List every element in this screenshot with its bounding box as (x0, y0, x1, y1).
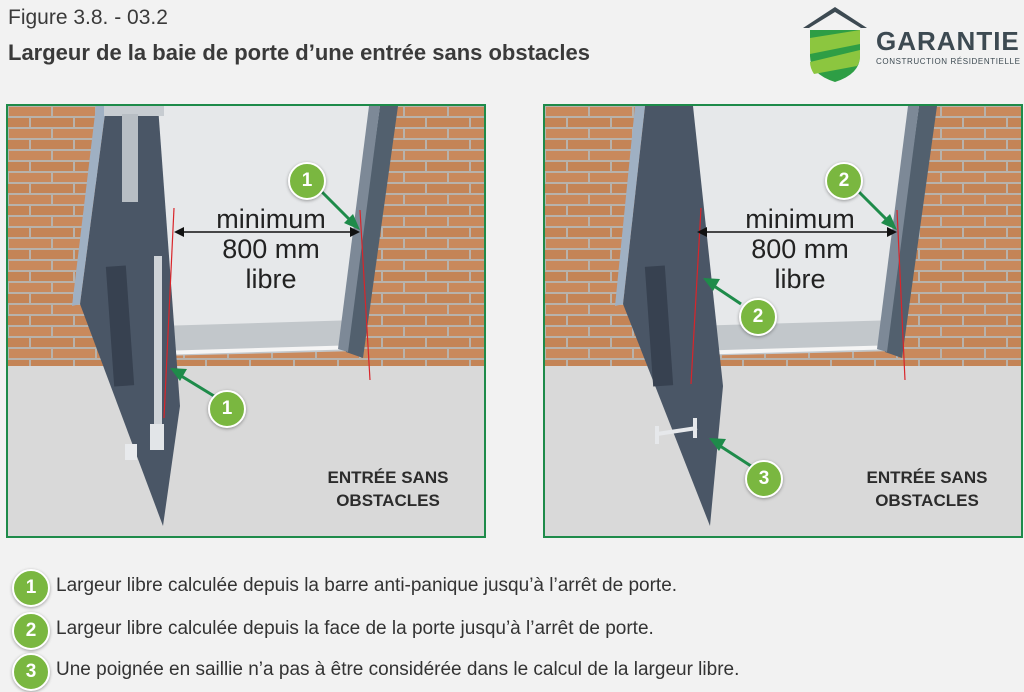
logo-subtitle: CONSTRUCTION RÉSIDENTIELLE (876, 57, 1021, 66)
legend-text: Largeur libre calculée depuis la barre anti-panique jusqu’à l’arrêt de porte. (56, 575, 678, 596)
callout-badge: 2 (825, 162, 863, 200)
dimension-value: 800 mm (751, 234, 849, 264)
legend-item-1 (12, 569, 1012, 603)
dimension-label (715, 204, 885, 294)
legend-text: Largeur libre calculée depuis la face de la porte jusqu’à l’arrêt de porte. (56, 618, 654, 639)
callout-badge: 2 (739, 298, 777, 336)
legend-text: Une poignée en saillie n’a pas à être considérée dans le calcul de la largeur libre. (56, 659, 740, 680)
illustration-panel-2 (543, 104, 1023, 538)
caption-line-2: OBSTACLES (336, 491, 440, 510)
figure-number: Figure 3.8. - 03.2 (8, 6, 168, 29)
dimension-minimum: minimum (745, 204, 855, 234)
dimension-libre: libre (774, 264, 826, 294)
illustration-panel-1 (6, 104, 486, 538)
dimension-libre: libre (245, 264, 297, 294)
panel-caption (847, 466, 1007, 512)
caption-line-1: ENTRÉE SANS (327, 468, 449, 487)
dimension-minimum: minimum (216, 204, 326, 234)
legend-badge: 3 (12, 653, 50, 691)
logo-wordmark: GARANTIE (876, 26, 1020, 56)
house-shield-icon (800, 4, 870, 84)
callout-badge: 1 (208, 390, 246, 428)
caption-line-2: OBSTACLES (875, 491, 979, 510)
dimension-value: 800 mm (222, 234, 320, 264)
legend-badge: 1 (12, 569, 50, 607)
callout-badge: 1 (288, 162, 326, 200)
garantie-logo (800, 4, 1022, 84)
legend-item-2 (12, 612, 1012, 646)
legend-badge: 2 (12, 612, 50, 650)
caption-line-1: ENTRÉE SANS (866, 468, 988, 487)
figure-title: Largeur de la baie de porte d’une entrée sans obstacles (8, 40, 590, 65)
dimension-label (186, 204, 356, 294)
panel-caption (308, 466, 468, 512)
callout-badge: 3 (745, 460, 783, 498)
legend-item-3 (12, 653, 1012, 687)
